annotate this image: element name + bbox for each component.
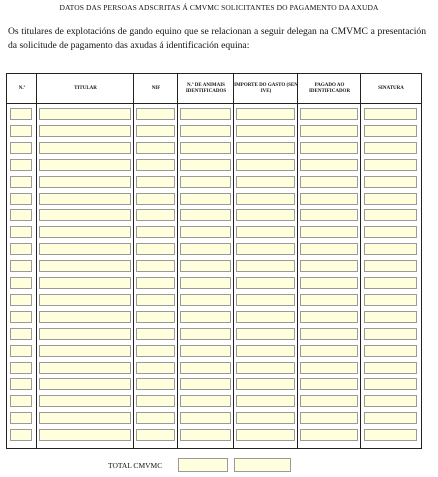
animals-field[interactable]	[180, 176, 231, 188]
amount-field[interactable]	[236, 362, 295, 374]
holder-field[interactable]	[39, 362, 131, 374]
nif-field[interactable]	[136, 345, 175, 357]
paid-field[interactable]	[300, 362, 358, 374]
amount-field[interactable]	[236, 328, 295, 340]
amount-field[interactable]	[236, 345, 295, 357]
header-number: N.º	[18, 85, 26, 91]
animals-field[interactable]	[180, 142, 231, 154]
nif-field[interactable]	[136, 412, 175, 424]
animals-field[interactable]	[180, 429, 231, 441]
signature-field[interactable]	[364, 260, 417, 272]
animals-field[interactable]	[180, 193, 231, 205]
number-field[interactable]	[10, 412, 32, 424]
signature-field[interactable]	[364, 429, 417, 441]
amount-field[interactable]	[236, 243, 295, 255]
amount-field[interactable]	[236, 176, 295, 188]
nif-field[interactable]	[136, 226, 175, 238]
paid-field[interactable]	[300, 159, 358, 171]
holder-field[interactable]	[39, 412, 131, 424]
animals-field[interactable]	[180, 209, 231, 221]
signature-field[interactable]	[364, 412, 417, 424]
signature-field[interactable]	[364, 345, 417, 357]
signature-field[interactable]	[364, 243, 417, 255]
amount-field[interactable]	[236, 193, 295, 205]
number-field[interactable]	[10, 209, 32, 221]
number-field[interactable]	[10, 345, 32, 357]
number-field[interactable]	[10, 395, 32, 407]
holder-field[interactable]	[39, 260, 131, 272]
signature-field[interactable]	[364, 328, 417, 340]
amount-field[interactable]	[236, 311, 295, 323]
nif-field[interactable]	[136, 311, 175, 323]
nif-field[interactable]	[136, 395, 175, 407]
holder-field[interactable]	[39, 294, 131, 306]
number-field[interactable]	[10, 311, 32, 323]
paid-field[interactable]	[300, 142, 358, 154]
nif-field[interactable]	[136, 209, 175, 221]
nif-field[interactable]	[136, 378, 175, 390]
animals-field[interactable]	[180, 294, 231, 306]
column-divider	[177, 74, 178, 448]
signature-field[interactable]	[364, 159, 417, 171]
holder-field[interactable]	[39, 345, 131, 357]
holder-field[interactable]	[39, 159, 131, 171]
signature-field[interactable]	[364, 142, 417, 154]
header-expense-amount: IMPORTE DO GASTO (SEN IVE)	[234, 82, 298, 94]
signature-field[interactable]	[364, 176, 417, 188]
total-animals-field[interactable]	[178, 458, 228, 472]
signature-field[interactable]	[364, 125, 417, 137]
animals-field[interactable]	[180, 412, 231, 424]
number-field[interactable]	[10, 362, 32, 374]
holder-field[interactable]	[39, 277, 131, 289]
amount-field[interactable]	[236, 226, 295, 238]
number-field[interactable]	[10, 260, 32, 272]
amount-field[interactable]	[236, 412, 295, 424]
number-field[interactable]	[10, 277, 32, 289]
nif-field[interactable]	[136, 243, 175, 255]
animals-field[interactable]	[180, 125, 231, 137]
nif-field[interactable]	[136, 159, 175, 171]
holder-field[interactable]	[39, 243, 131, 255]
number-field[interactable]	[10, 294, 32, 306]
paid-field[interactable]	[300, 328, 358, 340]
number-field[interactable]	[10, 108, 32, 120]
amount-field[interactable]	[236, 294, 295, 306]
paid-field[interactable]	[300, 260, 358, 272]
number-field[interactable]	[10, 142, 32, 154]
column-divider	[233, 74, 234, 448]
holder-field[interactable]	[39, 429, 131, 441]
nif-field[interactable]	[136, 142, 175, 154]
applicants-table	[6, 73, 422, 449]
column-divider	[36, 74, 37, 448]
paid-field[interactable]	[300, 412, 358, 424]
paid-field[interactable]	[300, 176, 358, 188]
nif-field[interactable]	[136, 294, 175, 306]
paid-field[interactable]	[300, 294, 358, 306]
animals-field[interactable]	[180, 260, 231, 272]
header-holder: TITULAR	[74, 85, 97, 91]
animals-field[interactable]	[180, 362, 231, 374]
animals-field[interactable]	[180, 159, 231, 171]
animals-field[interactable]	[180, 277, 231, 289]
paid-field[interactable]	[300, 311, 358, 323]
number-field[interactable]	[10, 328, 32, 340]
column-divider	[133, 74, 134, 448]
amount-field[interactable]	[236, 395, 295, 407]
paid-field[interactable]	[300, 378, 358, 390]
number-field[interactable]	[10, 159, 32, 171]
holder-field[interactable]	[39, 176, 131, 188]
paid-field[interactable]	[300, 395, 358, 407]
amount-field[interactable]	[236, 277, 295, 289]
animals-field[interactable]	[180, 226, 231, 238]
animals-field[interactable]	[180, 108, 231, 120]
nif-field[interactable]	[136, 108, 175, 120]
holder-field[interactable]	[39, 193, 131, 205]
signature-field[interactable]	[364, 294, 417, 306]
table-header-row	[7, 74, 421, 104]
amount-field[interactable]	[236, 125, 295, 137]
signature-field[interactable]	[364, 226, 417, 238]
animals-field[interactable]	[180, 311, 231, 323]
paid-field[interactable]	[300, 277, 358, 289]
paid-field[interactable]	[300, 345, 358, 357]
paid-field[interactable]	[300, 243, 358, 255]
animals-field[interactable]	[180, 328, 231, 340]
amount-field[interactable]	[236, 159, 295, 171]
nif-field[interactable]	[136, 277, 175, 289]
amount-field[interactable]	[236, 209, 295, 221]
number-field[interactable]	[10, 429, 32, 441]
header-nif: NIF	[151, 85, 161, 91]
amount-field[interactable]	[236, 378, 295, 390]
signature-field[interactable]	[364, 277, 417, 289]
header-paid-to-identifier: PAGADO AO IDENTIFICADOR	[308, 82, 351, 94]
amount-field[interactable]	[236, 429, 295, 441]
amount-field[interactable]	[236, 142, 295, 154]
signature-field[interactable]	[364, 108, 417, 120]
holder-field[interactable]	[39, 378, 131, 390]
holder-field[interactable]	[39, 209, 131, 221]
paid-field[interactable]	[300, 226, 358, 238]
holder-field[interactable]	[39, 328, 131, 340]
number-field[interactable]	[10, 193, 32, 205]
nif-field[interactable]	[136, 260, 175, 272]
paid-field[interactable]	[300, 125, 358, 137]
column-divider	[297, 74, 298, 448]
animals-field[interactable]	[180, 378, 231, 390]
total-amount-field[interactable]	[234, 458, 291, 472]
header-animals-identified: N.º DE ANIMAIS IDENTIFICADOS	[185, 82, 227, 94]
signature-field[interactable]	[364, 193, 417, 205]
number-field[interactable]	[10, 243, 32, 255]
signature-field[interactable]	[364, 395, 417, 407]
column-divider	[360, 74, 361, 448]
paid-field[interactable]	[300, 108, 358, 120]
nif-field[interactable]	[136, 429, 175, 441]
holder-field[interactable]	[39, 311, 131, 323]
nif-field[interactable]	[136, 193, 175, 205]
paid-field[interactable]	[300, 193, 358, 205]
header-signature: SINATURA	[378, 85, 404, 91]
number-field[interactable]	[10, 176, 32, 188]
amount-field[interactable]	[236, 260, 295, 272]
signature-field[interactable]	[364, 362, 417, 374]
signature-field[interactable]	[364, 311, 417, 323]
paid-field[interactable]	[300, 429, 358, 441]
intro-paragraph: Os titulares de explotacións de gando equino que se relacionan a seguir delegan na CMVMC a presentación da solicitude de pagamento das axudas á identificación equina:	[8, 26, 426, 51]
holder-field[interactable]	[39, 395, 131, 407]
signature-field[interactable]	[364, 209, 417, 221]
holder-field[interactable]	[39, 108, 131, 120]
number-field[interactable]	[10, 125, 32, 137]
document-title: DATOS DAS PERSOAS ADSCRITAS Á CMVMC SOLICITANTES DO PAGAMENTO DA AXUDA	[59, 3, 379, 12]
animals-field[interactable]	[180, 243, 231, 255]
holder-field[interactable]	[39, 226, 131, 238]
nif-field[interactable]	[136, 125, 175, 137]
total-label: TOTAL CMVMC	[108, 461, 163, 470]
holder-field[interactable]	[39, 125, 131, 137]
nif-field[interactable]	[136, 362, 175, 374]
number-field[interactable]	[10, 226, 32, 238]
animals-field[interactable]	[180, 395, 231, 407]
nif-field[interactable]	[136, 176, 175, 188]
nif-field[interactable]	[136, 328, 175, 340]
amount-field[interactable]	[236, 108, 295, 120]
animals-field[interactable]	[180, 345, 231, 357]
paid-field[interactable]	[300, 209, 358, 221]
signature-field[interactable]	[364, 378, 417, 390]
number-field[interactable]	[10, 378, 32, 390]
holder-field[interactable]	[39, 142, 131, 154]
